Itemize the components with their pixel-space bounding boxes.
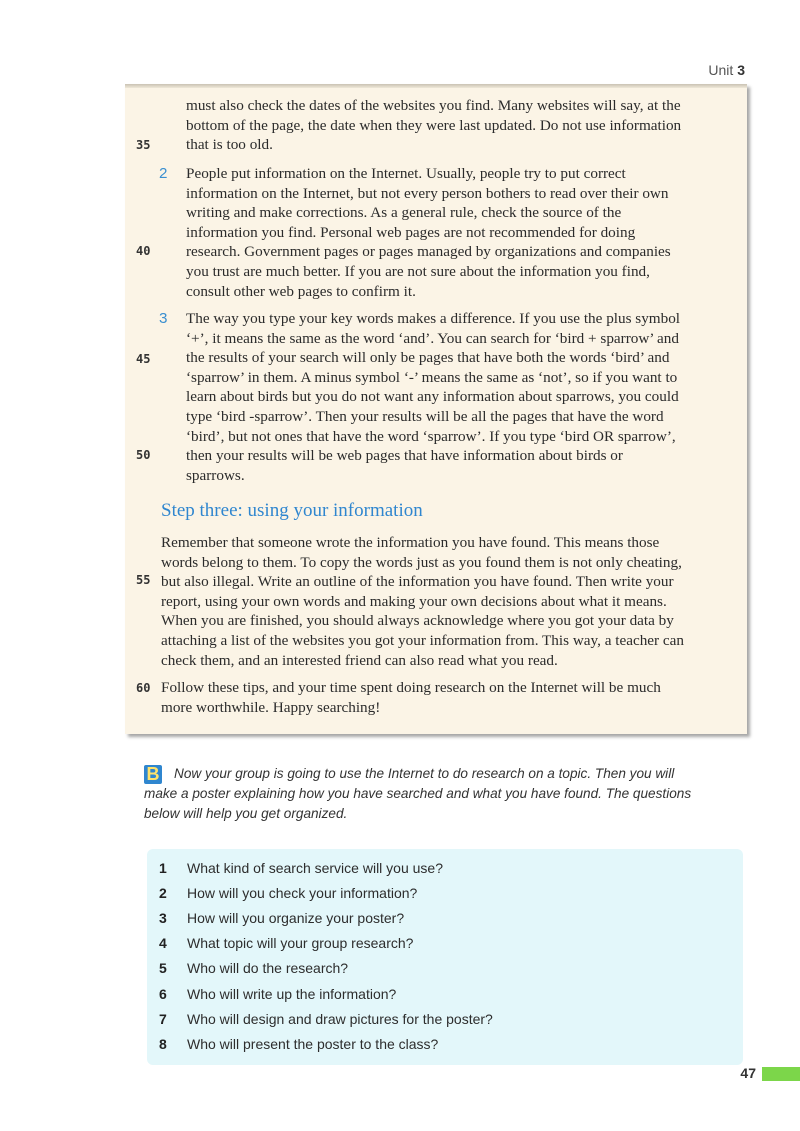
text-line: check them, and an interested friend can also read what you read.	[161, 651, 558, 669]
text-line: the results of your search will only be pages that have both the words ‘bird’ and	[186, 349, 670, 367]
text-line: information on the Internet, but not every person bothers to read over their own	[186, 184, 669, 202]
text-line: Follow these tips, and your time spent doing research on the Internet will be much	[161, 679, 661, 696]
tip-3-paragraph	[186, 309, 680, 485]
text-line: When you are finished, you should always acknowledge where you got your data by	[161, 612, 674, 630]
tip-number: 2	[159, 165, 168, 182]
text-line: must also check the dates of the websites you find. Many websites will say, at the	[186, 97, 681, 114]
text-line: Remember that someone wrote the information you have found. This means those	[161, 534, 660, 551]
task-line: make a poster explaining how you have searched and what you have found. The questions	[144, 786, 692, 801]
question-number: 5	[159, 960, 167, 976]
question-number: 4	[159, 935, 167, 951]
task-line: below will help you get organized.	[144, 806, 348, 821]
unit-word: Unit	[708, 62, 734, 78]
unit-label	[708, 62, 745, 78]
text-line: bottom of the page, the date when they were last updated. Do not use information	[186, 116, 682, 134]
text-line: more worthwhile. Happy searching!	[161, 698, 381, 716]
line-number: 45	[136, 352, 151, 366]
text-line: attaching a list of the websites you got your information from. This way, a teacher can	[161, 631, 684, 649]
text-line: sparrows.	[186, 466, 245, 484]
text-line: learn about birds but you do not want any information about sparrows, you could	[186, 388, 679, 406]
line-number: 50	[136, 448, 151, 462]
text-line: report, using your own words and making your own decisions about what it means.	[161, 592, 667, 610]
page-number: 47	[740, 1065, 756, 1081]
question-number: 1	[159, 860, 167, 876]
question-text: Who will do the research?	[187, 960, 349, 976]
text-line: writing and make corrections. As a general rule, check the source of the	[186, 204, 622, 222]
text-line: that is too old.	[186, 136, 273, 154]
question-number: 7	[159, 1011, 167, 1027]
text-line: People put information on the Internet. Usually, people try to put correct	[186, 165, 626, 182]
task-line	[144, 764, 744, 784]
question-text: Who will design and draw pictures for the poster?	[187, 1011, 493, 1027]
section-heading: Step three: using your information	[161, 500, 423, 521]
question-text: Who will write up the information?	[187, 986, 397, 1002]
question-text: What topic will your group research?	[187, 935, 414, 951]
text-line: consult other web pages to confirm it.	[186, 282, 416, 300]
question-text: Who will present the poster to the class?	[187, 1036, 439, 1052]
step-three-paragraph	[161, 533, 684, 670]
intro-paragraph	[186, 96, 681, 155]
text-line: but also illegal. Write an outline of the information you have found. Then write your	[161, 573, 674, 591]
text-line: words belong to them. To copy the words just as you found them is not only cheating,	[161, 553, 682, 571]
question-text: How will you check your information?	[187, 885, 418, 901]
question-text: What kind of search service will you use?	[187, 860, 443, 876]
question-number: 3	[159, 910, 167, 926]
task-b-instructions	[144, 764, 744, 824]
line-number: 55	[136, 573, 151, 587]
tip-number: 3	[159, 310, 168, 327]
line-number: 40	[136, 244, 151, 258]
text-line: ‘+’, it means the same as the word ‘and’. You can search for ‘bird + sparrow’ and	[186, 329, 679, 347]
line-number: 60	[136, 681, 151, 695]
text-line: information you find. Personal web pages are not recommended for doing	[186, 223, 636, 241]
text-line: you trust are much better. If you are not sure about the information you find,	[186, 262, 650, 280]
line-number: 35	[136, 138, 151, 152]
closing-paragraph	[161, 678, 661, 717]
unit-number: 3	[737, 62, 745, 78]
text-line: research. Government pages or pages managed by organizations and companies	[186, 243, 671, 261]
text-line: ‘sparrow’ in them. A minus symbol ‘-’ means the same as ‘not’, so if you want to	[186, 368, 678, 386]
task-text: Now your group is going to use the Internet to do research on a topic. Then you will	[174, 766, 675, 781]
box-top-edge	[125, 84, 747, 88]
text-line: then your results will be web pages that have information about birds or	[186, 447, 623, 465]
question-number: 6	[159, 986, 167, 1002]
text-line: The way you type your key words makes a difference. If you use the plus symbol	[186, 310, 681, 327]
tip-2-paragraph	[186, 164, 671, 301]
question-number: 8	[159, 1036, 167, 1052]
page-accent-bar	[762, 1067, 800, 1081]
text-line: type ‘bird -sparrow’. Then your results will be all the pages that have the word	[186, 407, 664, 425]
text-line: ‘bird’, but not ones that have the word ‘sparrow’. If you type ‘bird OR sparrow’,	[186, 427, 676, 445]
task-letter-badge: B	[144, 765, 162, 784]
question-list	[147, 849, 743, 1065]
question-number: 2	[159, 885, 167, 901]
question-text: How will you organize your poster?	[187, 910, 405, 926]
